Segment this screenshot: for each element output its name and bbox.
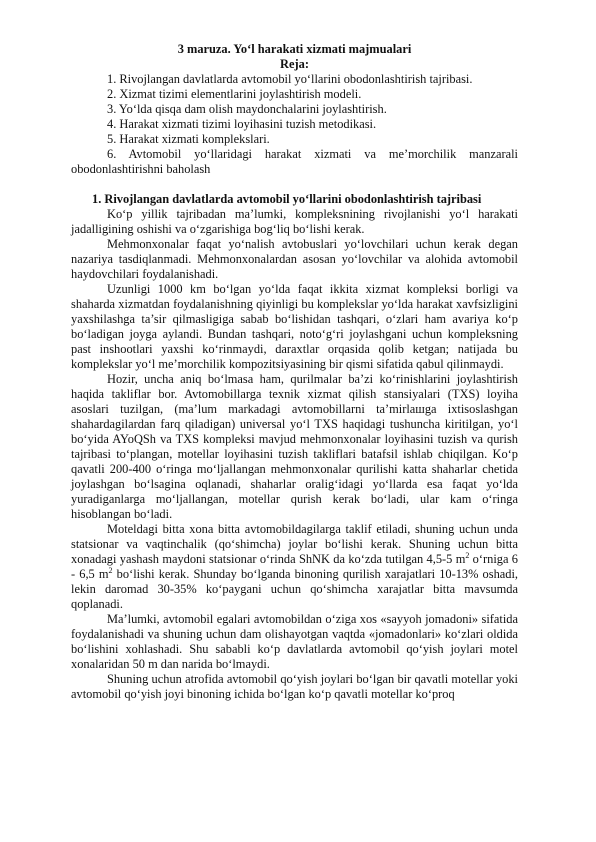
motel-paragraph <box>71 522 518 612</box>
superscript: 2 <box>108 565 113 575</box>
plan-item: 3. Yo‘lda qisqa dam olish maydonchalarini joylashtirish. <box>107 102 387 116</box>
body-paragraph: Ko‘p yillik tajribadan ma’lumki, kompleksnining rivojlanishi yo‘l harakati jadalligining oshishi va o‘zgarishiga bog‘liq bo‘lishi kerak. <box>71 207 518 236</box>
plan-heading: Reja: <box>280 57 309 71</box>
body-paragraph: Uzunligi 1000 km bo‘lgan yo‘lda faqat ikkita xizmat kompleksi borligi va shaharda xizmatdan foydalanishning qiyinligi bu komplekslar yo‘lda harakat xavfsizligini yaxshilashga ta’sir qilmasligiga sabab bo‘lishidan tashqari, o‘zlari ham avariya ko‘p bo‘ladigan joyga aylandi. Bundan tashqari, noto‘g‘ri joylashgani uchun kompleksning past inshootlari yaxshi ko‘rinmaydi, daraxtlar orqasida qolib ketgan; natijada bu komplekslar yo‘l me’morchilik kompozitsiyasining bir qismi sifatida qabul qilinmaydi. <box>71 282 518 371</box>
motel-text: o‘rniga 6 - 6,5 m <box>71 552 518 581</box>
section-heading: 1. Rivojlangan davlatlarda avtomobil yo‘llarini obodonlashtirish tajribasi <box>92 192 482 206</box>
plan-item: 4. Harakat xizmati tizimi loyihasini tuzish metodikasi. <box>107 117 377 131</box>
body-paragraph: Shuning uchun atrofida avtomobil qo‘yish joylari bo‘lgan bir qavatli motellar yoki avtomobil qo‘yish joyi binoning ichida bo‘lgan ko‘p qavatli motellar ko‘proq <box>71 672 518 701</box>
motel-text: Moteldagi bitta xona bitta avtomobildagilarga taklif etiladi, shuning uchun unda statsionar va vaqtinchalik (qo‘shimcha) joylar bo‘lishi kerak. Shuning uchun bitta xonadagi yashash maydoni statsionar o‘rinda ShNK da ko‘zda tutilgan 4,5-5 m <box>71 522 518 566</box>
plan-item: 1. Rivojlangan davlatlarda avtomobil yo‘llarini obodonlashtirish tajribasi. <box>107 72 473 86</box>
motel-text: bo‘lishi kerak. Shunday bo‘lganda binoning qurilish xarajatlari 10-13% oshadi, lekin daromad 30-35% ko‘paygani uchun qo‘shimcha xarajatlar bitta mavsumda qoplanadi. <box>71 567 519 611</box>
body-paragraph: Ma’lumki, avtomobil egalari avtomobildan o‘ziga xos «sayyoh jomadoni» sifatida foydalanishadi va shuning uchun dam olishayotgan vaqtda «jomadonlari» ko‘zlari oldida bo‘lishini xohlashadi. Shu sababli ko‘p davlatlarda avtomobil qo‘yish joylari motel xonalaridan 50 m dan narida bo‘lmaydi. <box>71 612 518 671</box>
plan-list <box>71 72 518 177</box>
plan-item: 5. Harakat xizmati komplekslari. <box>107 132 270 146</box>
body-paragraph: Mehmonxonalar faqat yo‘nalish avtobuslari yo‘lovchilari uchun kerak degan nazariya tasdiqlanmadi. Mehmonxonalardan asosan yo‘lovchilar va alohida avtomobil haydovchilari foydalanishadi. <box>71 237 518 281</box>
plan-item: 2. Xizmat tizimi elementlarini joylashtirish modeli. <box>107 87 362 101</box>
plan-item: 6. Avtomobil yo‘llaridagi harakat xizmati va me’morchilik manzarali obodonlashtirishni baholash <box>71 147 518 176</box>
superscript: 2 <box>465 550 470 560</box>
lecture-title: 3 maruza. Yo‘l harakati xizmati majmualari <box>177 42 412 56</box>
body-paragraph: Hozir, uncha aniq bo‘lmasa ham, qurilmalar ba’zi ko‘rinishlarini joylashtirish haqida takliflar bor. Avtomobillarga texnik xizmat qilish stansiyalari (TXS) loyiha asoslari tuzilgan, (ma’lum markadagi avtomobillarni ta’mirlaшga ixtisoslashgan shahardagilardan farq qiladigan) universal yo‘l TXS haqidagi tushuncha kiritilgan, yo‘l bo‘yida AYoQSh va TXS kompleksi mavjud mehmonxonalar loyihasini tuzish va qurish tajribasi to‘plangan, motellar loyihasini tuzish takliflari batafsil ishlab chiqilgan. Ko‘p qavatli 200-400 o‘ringa mo‘ljallangan mehmonxonalar qurilishi katta shaharlar chetida joylashgan bo‘lsagina oqlanadi, shaharlar oralig‘idagi yo‘llarda esa faqat yo‘lda yuradiganlarga mo‘ljallangan, motellar qurish kerak bo‘ladi, ular kam o‘ringa hisoblangan bo‘ladi. <box>71 372 518 521</box>
